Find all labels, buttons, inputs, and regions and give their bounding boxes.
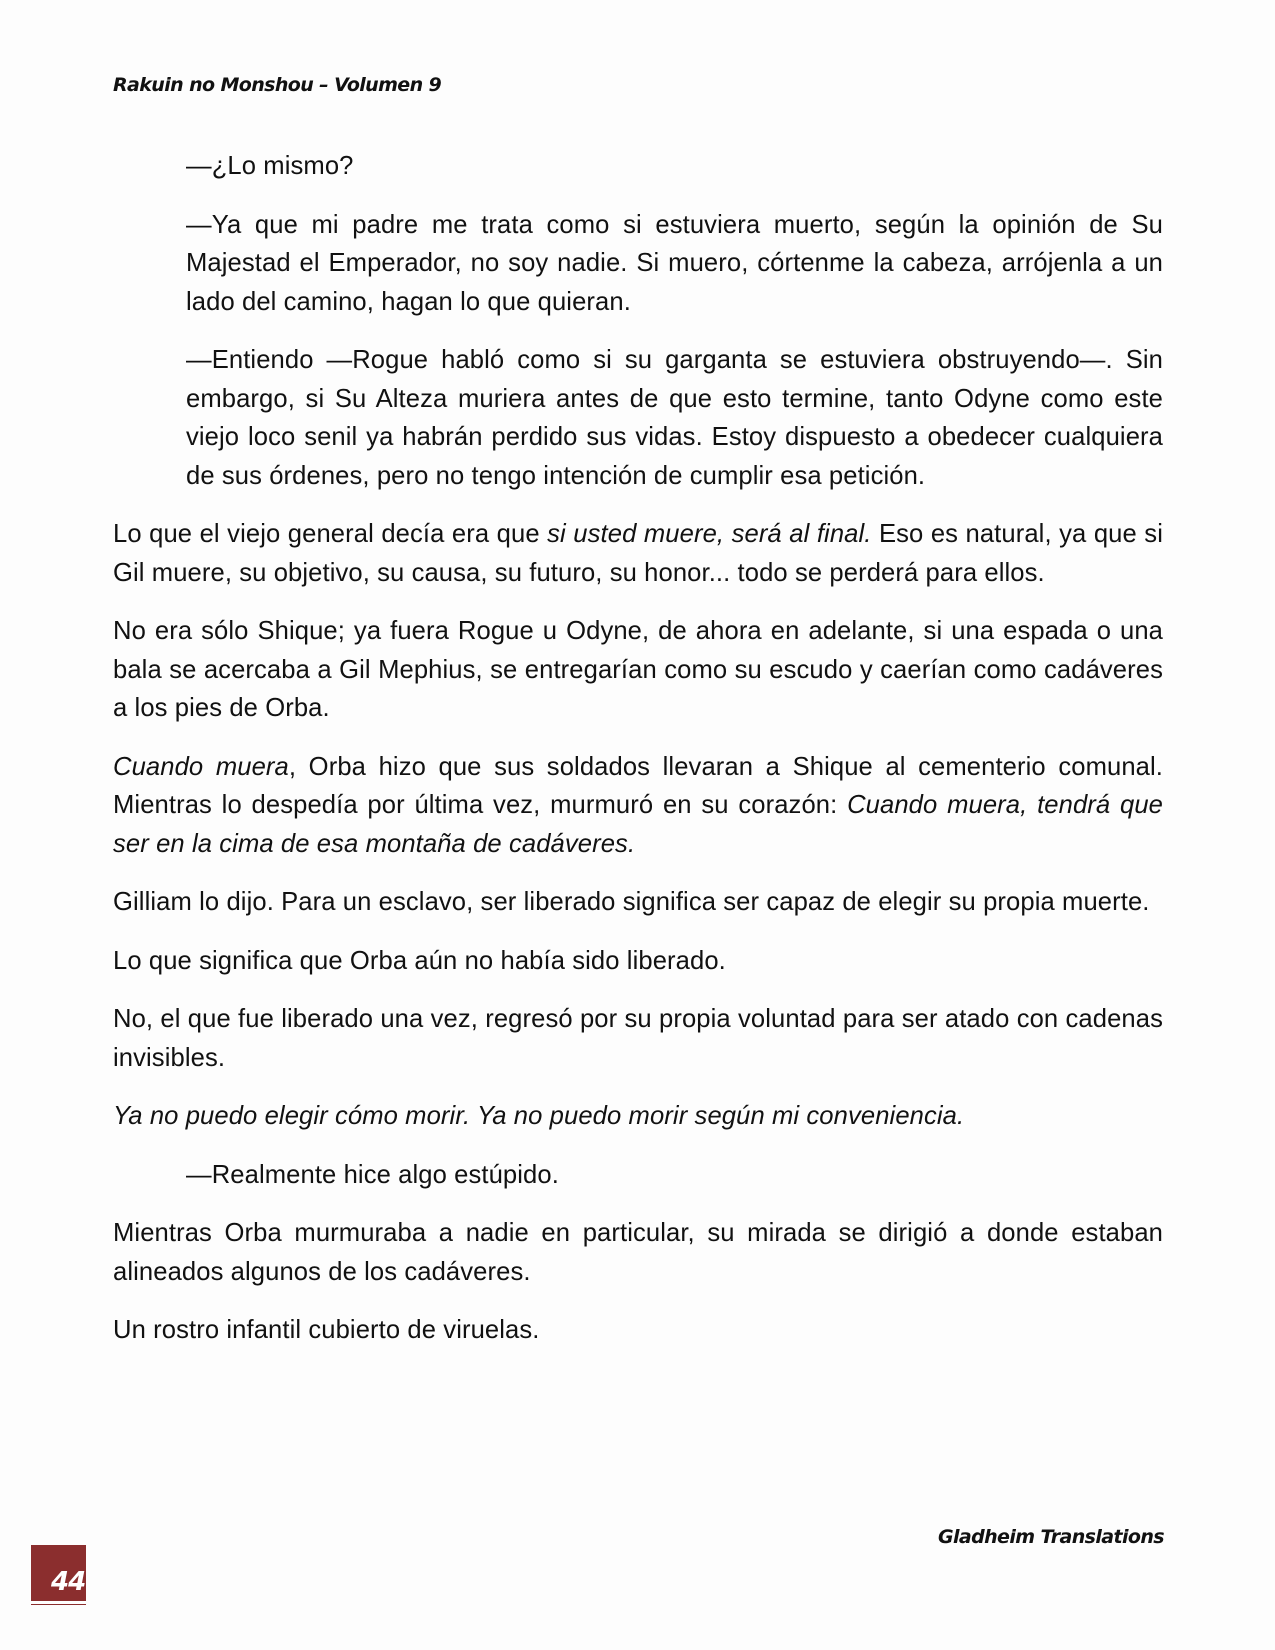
text-run: —¿Lo mismo? xyxy=(186,152,354,180)
page-number-badge xyxy=(31,1545,86,1605)
text-run: , Orba hizo que sus soldados llevaran a Shique al cementerio comunal. Mientras lo despedía por última vez, murmuró en su corazón: xyxy=(113,752,1163,819)
paragraph xyxy=(113,515,1163,592)
paragraph xyxy=(113,612,1163,728)
text-run: —Realmente hice algo estúpido. xyxy=(186,1160,559,1189)
text-run: Lo que el viejo general decía era que xyxy=(113,520,548,548)
text-run: Eso es natural, ya que si Gil muere, su objetivo, su causa, su futuro, su honor... todo se perderá para ellos. xyxy=(113,520,1163,587)
paragraph xyxy=(113,1214,1163,1291)
paragraph xyxy=(113,341,1163,495)
page-number-underline xyxy=(31,1601,86,1604)
paragraph xyxy=(113,147,1163,186)
paragraph xyxy=(113,942,1163,981)
footer-credit: Gladheim Translations xyxy=(938,1526,1164,1548)
paragraph xyxy=(113,1156,1163,1195)
paragraph xyxy=(113,748,1163,864)
paragraph xyxy=(113,1311,1163,1350)
paragraph xyxy=(113,206,1163,322)
text-run: Un rostro infantil cubierto de viruelas. xyxy=(113,1316,540,1344)
running-header: Rakuin no Monshou – Volumen 9 xyxy=(113,74,442,96)
italic-text: si usted muere, será al final. xyxy=(547,520,872,548)
paragraph xyxy=(113,883,1163,922)
text-run: No, el que fue liberado una vez, regresó por su propia voluntad para ser atado con cadenas invisibles. xyxy=(113,1005,1163,1072)
text-run: Mientras Orba murmuraba a nadie en particular, su mirada se dirigió a donde estaban alineados algunos de los cadáveres. xyxy=(113,1219,1163,1286)
italic-text: Ya no puedo elegir cómo morir. Ya no puedo morir según mi conveniencia. xyxy=(113,1102,965,1130)
body-text xyxy=(113,147,1163,1370)
text-run: Lo que significa que Orba aún no había sido liberado. xyxy=(113,946,726,975)
text-run: —Entiendo —Rogue habló como si su garganta se estuviera obstruyendo—. Sin embargo, si Su Alteza muriera antes de que esto termine, tanto Odyne como este viejo loco senil ya habrán perdido sus vidas. Estoy dispuesto a obedecer cualquiera de sus órdenes, pero no tengo intención de cumplir esa petición. xyxy=(186,346,1163,490)
paragraph xyxy=(113,1000,1163,1077)
text-run: Gilliam lo dijo. Para un esclavo, ser liberado significa ser capaz de elegir su propia muerte. xyxy=(113,888,1150,916)
page-number: 44 xyxy=(51,1567,86,1597)
text-run: —Ya que mi padre me trata como si estuviera muerto, según la opinión de Su Majestad el Emperador, no soy nadie. Si muero, córtenme la cabeza, arrójenla a un lado del camino, hagan lo que quieran. xyxy=(186,210,1163,316)
italic-text: Cuando muera xyxy=(113,752,289,781)
text-run: No era sólo Shique; ya fuera Rogue u Odyne, de ahora en adelante, si una espada o una bala se acercaba a Gil Mephius, se entregarían como su escudo y caerían como cadáveres a los pies de Orba. xyxy=(113,617,1163,722)
paragraph xyxy=(113,1097,1163,1136)
italic-text: Cuando muera, tendrá que ser en la cima de esa montaña de cadáveres. xyxy=(113,791,1163,858)
